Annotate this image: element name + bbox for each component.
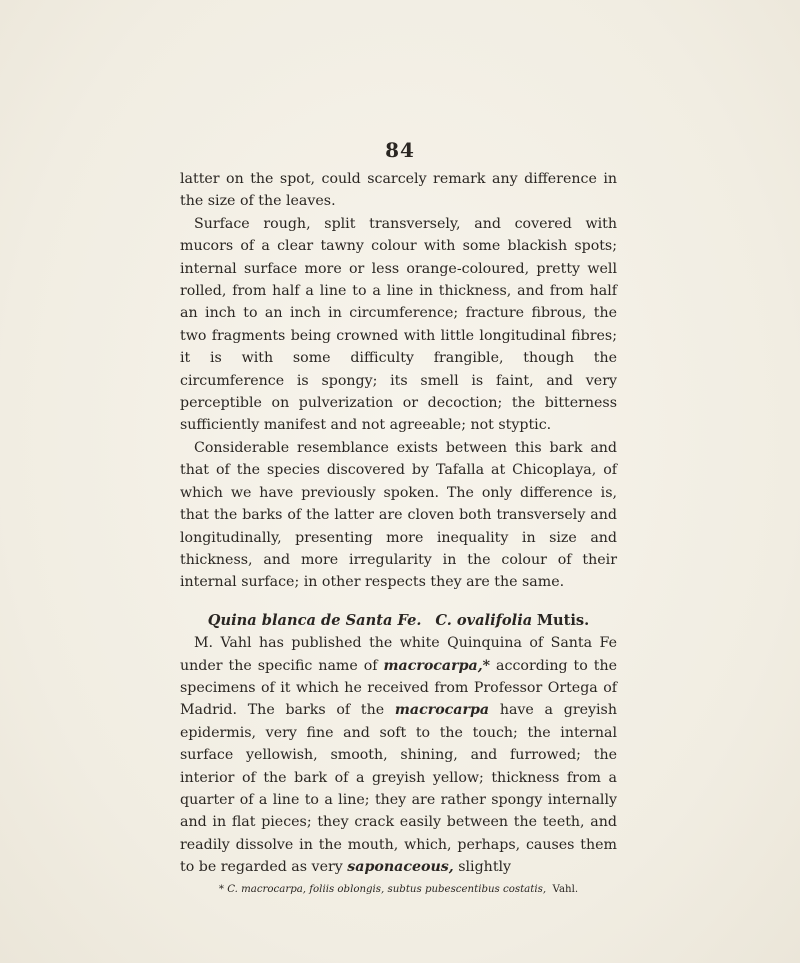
vahl-text-1: M. Vahl has published the white Quinquina of Santa Fe under the specific name of	[180, 635, 617, 674]
section-heading	[180, 610, 617, 632]
heading-author: Mutis.	[536, 611, 590, 629]
vahl-emphasis-macrocarpa: macrocarpa,*	[383, 657, 491, 674]
footnote-author: Vahl.	[552, 883, 579, 895]
footnote	[180, 883, 617, 897]
paragraph-description: Surface rough, split transversely, and covered with mucors of a clear tawny colour with some blackish spots; internal surface more or less orange-coloured, pretty well rolled, from half a line to a line in thickness, and from half an inch to an inch in circumference; fracture fibrous, the two fragments being crowned with little longitudinal fibres; it is with some difficulty frangible, though the circumference is spongy; its smell is faint, and very perceptible on pulverization or decoction; the bitterness sufficiently manifest and not agreeable; not styptic.	[180, 215, 617, 434]
vahl-text-4: slightly	[453, 859, 512, 876]
vahl-text-3: have a greyish epidermis, very fine and soft to the touch; the internal surface yellowish, smooth, shining, and furrowed; the interior of the bark of a greyish yellow; thickness from a quarter of a line to a line; they are rather spongy internally and in flat pieces; they crack easily between the teeth, and readily dissolve in the mouth, which, perhaps, causes them to be regarded as very	[180, 702, 617, 876]
paragraph-vahl	[180, 632, 617, 878]
body-text	[180, 168, 617, 907]
heading-name: Quina blanca de Santa Fe.	[207, 611, 422, 629]
vahl-text-2: according to the specimens of it which he received from Professor Ortega of Madrid. The barks of the	[180, 657, 617, 719]
vahl-emphasis-macrocarpa-2: macrocarpa	[394, 702, 490, 719]
vahl-emphasis-saponaceous: saponaceous,	[347, 859, 454, 876]
page-number: 84	[385, 138, 415, 162]
footnote-text: * C. macrocarpa, foliis oblongis, subtus pubescentibus costatis,	[218, 883, 547, 895]
paragraph-continuation: latter on the spot, could scarcely remark any difference in the size of the leaves.	[180, 171, 617, 210]
heading-species: C. ovalifolia	[435, 611, 533, 629]
paragraph-comparison: Considerable resemblance exists between this bark and that of the species discovered by Tafalla at Chicoplaya, of which we have previously spoken. The only difference is, that the barks of the latter are cloven both transversely and longitudinally, presenting more inequality in size and thickness, and more irregularity in the colour of their internal surface; in other respects they are the same.	[180, 439, 617, 591]
